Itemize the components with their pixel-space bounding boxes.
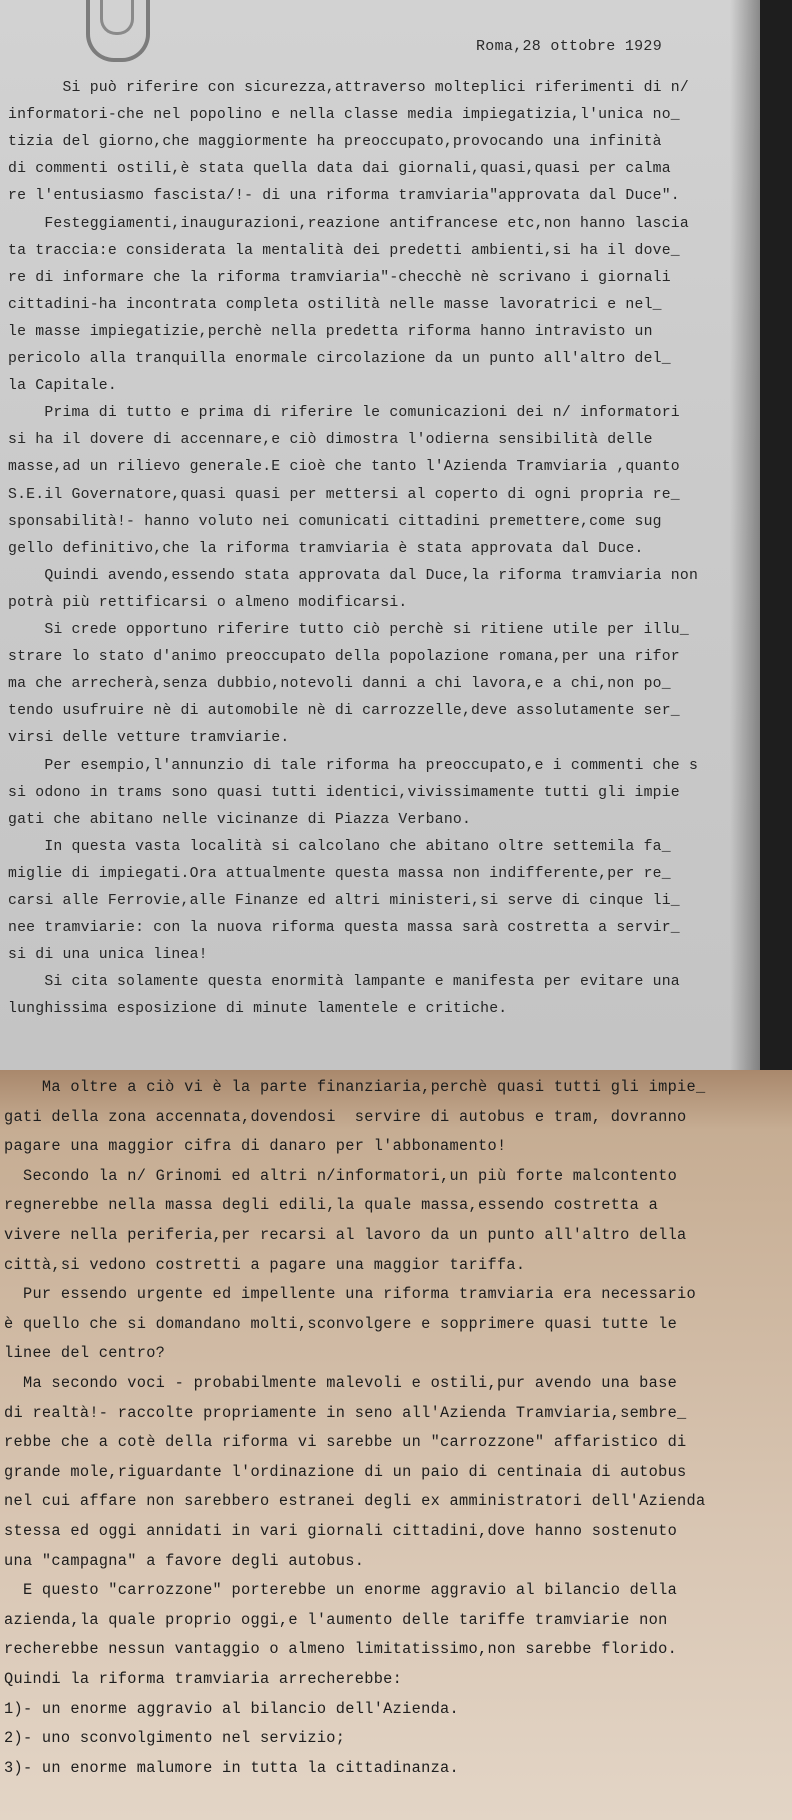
text-line: Si crede opportuno riferire tutto ciò perchè si ritiene utile per illu_: [8, 622, 689, 638]
text-line: strare lo stato d'animo preoccupato della popolazione romana,per una rifor: [8, 649, 680, 666]
text-line: si odono in trams sono quasi tutti identici,vivissimamente tutti gli impie: [8, 784, 680, 801]
text-line: una "campagna" a favore degli autobus.: [4, 1551, 365, 1570]
text-line: tendo usufruire nè di automobile nè di carrozzelle,deve assolutamente ser_: [8, 703, 680, 720]
text-line: re di informare che la riforma tramviaria"-checchè nè scrivano i giornali: [8, 269, 671, 286]
dateline: Roma,28 ottobre 1929: [476, 38, 663, 55]
text-line: masse,ad un rilievo generale.E cioè che tanto l'Azienda Tramviaria ,quanto: [8, 459, 680, 476]
text-line: ma che arrecherà,senza dubbio,notevoli danni a chi lavora,e a chi,non po_: [8, 676, 671, 693]
text-line: di realtà!- raccolte propriamente in seno all'Azienda Tramviaria,sembre_: [4, 1403, 687, 1422]
text-line: grande mole,riguardante l'ordinazione di un paio di centinaia di autobus: [4, 1462, 687, 1481]
text-line: ta traccia:e considerata la mentalità dei predetti ambienti,si ha il dove_: [8, 242, 680, 259]
text-line: Pur essendo urgente ed impellente una riforma tramviaria era necessario: [4, 1285, 697, 1304]
text-line: gati della zona accennata,dovendosi servire di autobus e tram, dovranno: [4, 1107, 687, 1126]
text-line: nel cui affare non sarebbero estranei degli ex amministratori dell'Azienda: [4, 1492, 706, 1511]
text-line: Festeggiamenti,inaugurazioni,reazione antifrancese etc,non hanno lascia: [8, 215, 689, 232]
text-line: sponsabilità!- hanno voluto nei comunicati cittadini premettere,come sug: [8, 513, 662, 530]
text-line: 3)- un enorme malumore in tutta la cittadinanza.: [4, 1758, 460, 1777]
text-line: pagare una maggior cifra di danaro per l'abbonamento!: [4, 1137, 507, 1156]
text-line: pericolo alla tranquilla enormale circolazione da un punto all'altro del_: [8, 351, 671, 367]
text-line: lunghissima esposizione di minute lamentele e critiche.: [8, 1001, 508, 1018]
page-2-sheet: [0, 1070, 792, 1820]
text-line: cittadini-ha incontrata completa ostilità nelle masse lavoratrici e nel_: [8, 296, 662, 313]
text-line: miglie di impiegati.Ora attualmente questa massa non indifferente,per re_: [8, 865, 671, 882]
text-line: recherebbe nessun vantaggio o almeno limitatissimo,non sarebbe florido.: [4, 1640, 678, 1659]
text-line: Per esempio,l'annunzio di tale riforma ha preoccupato,e i commenti che s: [8, 757, 699, 774]
text-line: Si può riferire con sicurezza,attraverso molteplici riferimenti di n/: [8, 80, 689, 96]
text-line: Quindi avendo,essendo stata approvata dal Duce,la riforma tramviaria non: [8, 567, 699, 584]
text-line: gello definitivo,che la riforma tramviaria è stata approvata dal Duce.: [8, 540, 644, 557]
text-line: linee del centro?: [4, 1344, 166, 1363]
text-line: stessa ed oggi annidati in vari giornali cittadini,dove hanno sostenuto: [4, 1522, 678, 1540]
text-line: regnerebbe nella massa degli edili,la quale massa,essendo costretta a: [4, 1196, 659, 1215]
text-line: virsi delle vetture tramviarie.: [8, 730, 290, 747]
text-line: Prima di tutto e prima di riferire le comunicazioni dei n/ informatori: [8, 405, 680, 422]
text-line: rebbe che a cotè della riforma vi sarebbe un "carrozzone" affaristico di: [4, 1433, 687, 1452]
text-line: città,si vedono costretti a pagare una maggior tariffa.: [4, 1255, 526, 1274]
text-line: gati che abitano nelle vicinanze di Piazza Verbano.: [8, 811, 472, 828]
text-line: potrà più rettificarsi o almeno modificarsi.: [8, 594, 408, 611]
text-line: Secondo la n/ Grinomi ed altri n/informatori,un più forte malcontento: [4, 1166, 678, 1185]
text-line: si ha il dovere di accennare,e ciò dimostra l'odierna sensibilità delle: [8, 432, 653, 449]
text-line: vivere nella periferia,per recarsi al lavoro da un punto all'altro della: [4, 1226, 687, 1244]
text-line: In questa vasta località si calcolano che abitano oltre settemila fa_: [8, 838, 671, 855]
text-line: di commenti ostili,è stata quella data dai giornali,quasi,quasi per calma: [8, 161, 671, 178]
text-line: Ma secondo voci - probabilmente malevoli e ostili,pur avendo una base: [4, 1374, 678, 1392]
text-line: carsi alle Ferrovie,alle Finanze ed altri ministeri,si serve di cinque li_: [8, 893, 680, 909]
text-line: informatori-che nel popolino e nella classe media impiegatizia,l'unica no_: [8, 107, 680, 124]
text-line: 1)- un enorme aggravio al bilancio dell'Azienda.: [4, 1699, 460, 1718]
text-line: le masse impiegatizie,perchè nella predetta riforma hanno intravisto un: [8, 323, 653, 340]
text-line: la Capitale.: [8, 378, 117, 395]
paperclip-icon: [86, 0, 150, 62]
text-line: E questo "carrozzone" porterebbe un enorme aggravio al bilancio della: [4, 1581, 678, 1600]
text-line: 2)- uno sconvolgimento nel servizio;: [4, 1729, 346, 1748]
text-line: tizia del giorno,che maggiormente ha preoccupato,provocando una infinità: [8, 134, 662, 151]
text-line: è quello che si domandano molti,sconvolgere e sopprimere quasi tutte le: [4, 1314, 678, 1333]
text-line: S.E.il Governatore,quasi quasi per mettersi al coperto di ogni propria re_: [8, 486, 680, 503]
text-line: re l'entusiasmo fascista/!- di una riforma tramviaria"approvata dal Duce".: [8, 188, 680, 205]
text-line: Ma oltre a ciò vi è la parte finanziaria,perchè quasi tutti gli impie_: [4, 1078, 706, 1096]
text-line: azienda,la quale proprio oggi,e l'aumento delle tariffe tramviarie non: [4, 1610, 668, 1629]
text-line: nee tramviarie: con la nuova riforma questa massa sarà costretta a servir_: [8, 920, 680, 937]
text-line: si di una unica linea!: [8, 947, 208, 964]
text-line: Si cita solamente questa enormità lampante e manifesta per evitare una: [8, 974, 680, 991]
text-line: Quindi la riforma tramviaria arrecherebbe:: [4, 1670, 403, 1688]
